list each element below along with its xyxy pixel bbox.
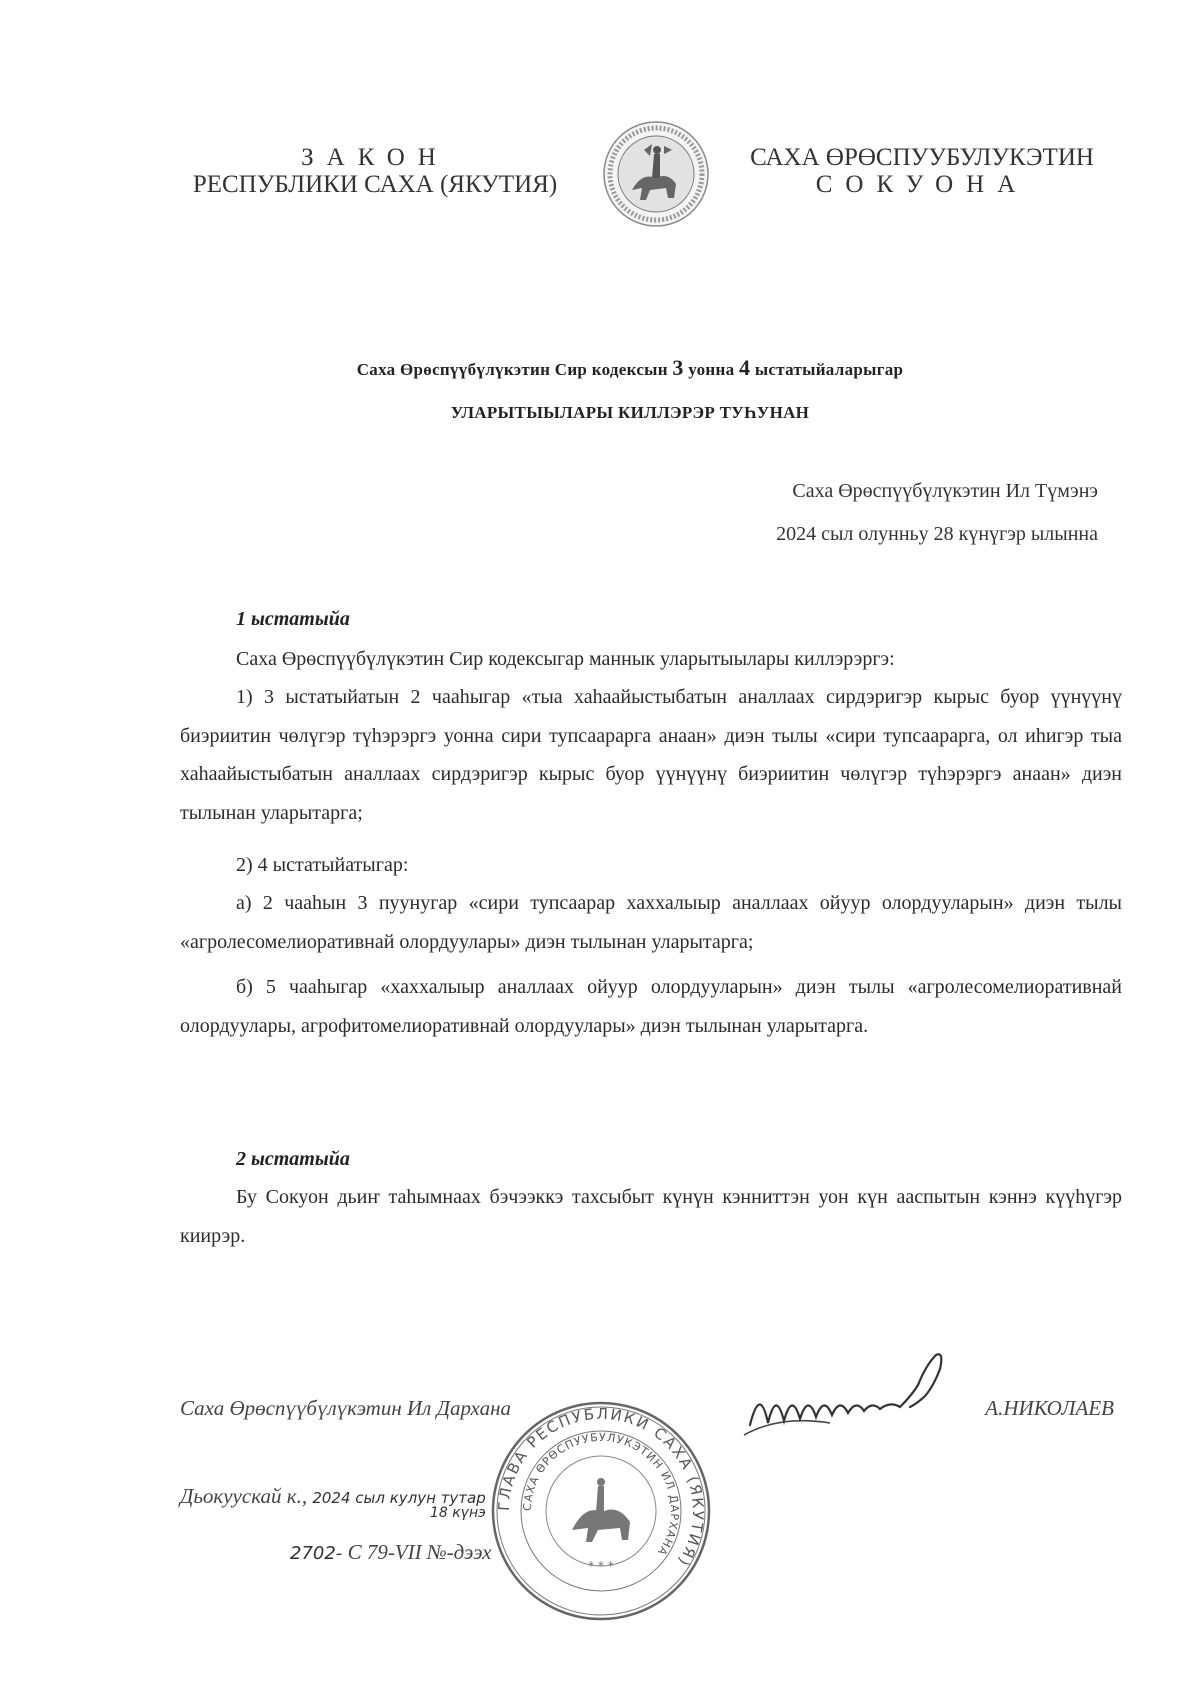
- seal-outer-text: ГЛАВА РЕСПУБЛИКИ САХА (ЯКУТИЯ): [494, 1404, 708, 1571]
- header-right: [722, 144, 1122, 198]
- title-text: ыстатыйаларыгар: [750, 360, 904, 379]
- article-1-item-2: [180, 846, 1122, 885]
- article-1-intro: [180, 640, 1122, 679]
- article-1-item-2a-text: а) 2 чааһын 3 пуунугар «сири тупсаарар хаххалыыр аналлаах ойуур олордууларын» диэн тылы «агролесомелиоративнай олордуулары» диэн тылынан уларытарга;: [180, 892, 1122, 953]
- article-1-item-1-text: 1) 3 ыстатыйатын 2 чааһыгар «тыа хаһаайыстыбатын аналлаах сирдэригэр кырыс буор үүнүүнү биэриитин чөлүгэр түһэрэргэ уонна сири тупсаарарга анаан» диэн тылы «сири тупсаарарга, ол иһигэр тыа хаһаайыстыбатын аналлаах сирдэригэр кырыс буор үүнүүнү биэриитин чөлүгэр түһэрэргэ анаан» диэн тылынан уларытарга;: [180, 686, 1122, 824]
- title-number: 3: [672, 355, 684, 380]
- coat-of-arms-emblem: [602, 120, 710, 228]
- title-text: Саха Өрөспүүбүлүкэтин Сир кодексын: [356, 360, 673, 379]
- svg-text:* * *: * * *: [588, 1559, 614, 1573]
- article-2-body: Бу Сокуон дьиҥ таһымнаах бэчээккэ тахсыбыт күнүн кэнниттэн уон күн ааспытын кэннэ күүһүгэр киирэр.: [180, 1186, 1122, 1247]
- adopted-by: Саха Өрөспүүбүлүкэтин Ил Түмэнэ: [792, 480, 1098, 502]
- article-1-item-2-text: 2) 4 ыстатыйатыгар:: [236, 854, 409, 876]
- document-title-line2: УЛАРЫТЫЫЛАРЫ КИЛЛЭРЭР ТУҺУНАН: [450, 403, 810, 422]
- place-and-date: [180, 1484, 486, 1521]
- header-right-line1: САХА ӨРӨСПУУБУЛУКЭТИН: [750, 144, 1094, 171]
- place-prefix: Дьокуускай к.,: [180, 1484, 308, 1508]
- handwritten-number: 2702-: [290, 1543, 343, 1564]
- article-1-item-2a: [180, 884, 1122, 961]
- law-number: [290, 1540, 491, 1565]
- law-number-suffix: С 79-VII №-дээх: [347, 1540, 492, 1564]
- official-seal: [490, 1400, 712, 1622]
- title-text: уонна: [683, 360, 739, 379]
- signatory-title: Саха Өрөспүүбүлүкэтин Ил Дархана: [180, 1396, 511, 1420]
- title-number: 4: [738, 355, 751, 380]
- header-left-line1: ЗАКОН: [301, 144, 449, 171]
- header-left-line2: РЕСПУБЛИКИ САХА (ЯКУТИЯ): [192, 171, 558, 198]
- article-1-item-2b-text: б) 5 чааһыгар «хаххалыыр аналлаах ойуур олордууларын» диэн тылы «агролесомелиоративнай олордуулары, агрофитомелиоративнай олордуулары» диэн тылынан уларытарга.: [180, 976, 1122, 1037]
- signatory-name: А.НИКОЛАЕВ: [985, 1396, 1114, 1420]
- article-1-heading: 1 ыстатыйа: [236, 608, 350, 630]
- article-1-item-2b: [180, 968, 1122, 1045]
- seal-inner-text: САХА ӨРӨСПУУБУЛУКЭТИН ИЛ ДАРХАНА: [520, 1430, 682, 1559]
- handwritten-day: 18 күнэ: [430, 1505, 486, 1521]
- handwritten-date: 2024 сыл кулун тутар: [312, 1489, 486, 1507]
- adoption-date: 2024 сыл олунньу 28 күнүгэр ылынна: [776, 523, 1098, 545]
- article-2-text: [180, 1178, 1122, 1255]
- article-1-item-1: [180, 678, 1122, 832]
- document-title-line1: [150, 355, 1110, 381]
- handwritten-signature: [740, 1345, 970, 1455]
- header-left: [170, 144, 580, 198]
- article-2-heading: 2 ыстатыйа: [236, 1148, 350, 1170]
- header-right-line2: СОКУОНА: [815, 171, 1029, 198]
- article-1-intro-text: Саха Өрөспүүбүлүкэтин Сир кодексыгар маннык уларытыылары киллэрэргэ:: [236, 648, 895, 670]
